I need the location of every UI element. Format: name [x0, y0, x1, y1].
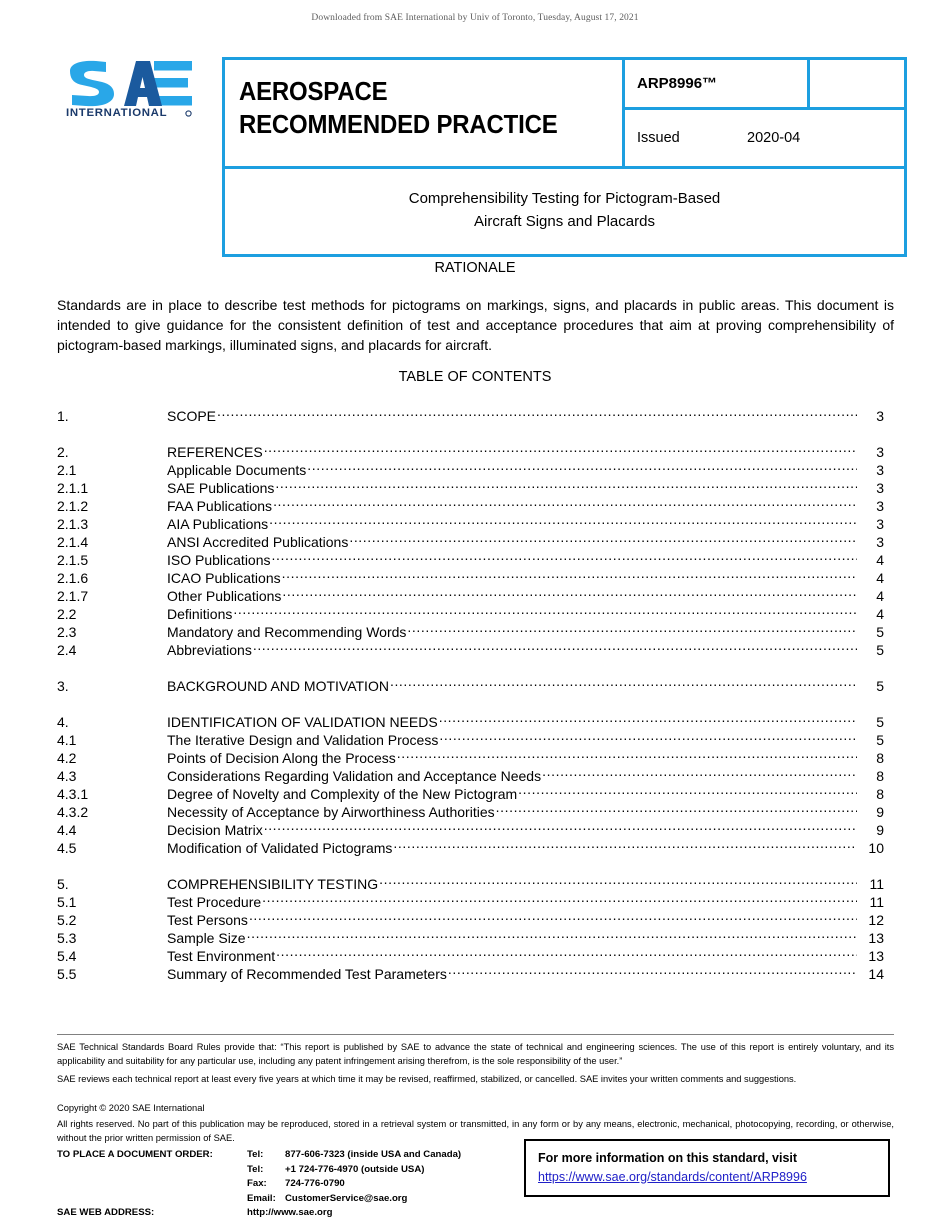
toc-leader-dots: [272, 547, 858, 565]
toc-entry-title: REFERENCES: [167, 444, 263, 460]
toc-entry-page: 3: [876, 534, 884, 550]
toc-entry-title: Test Persons: [167, 912, 248, 928]
toc-entry-number: 2.1.6: [57, 570, 89, 586]
toc-entry-number: 4.3.1: [57, 786, 89, 802]
toc-entry-title: ICAO Publications: [167, 570, 281, 586]
toc-entry-number: 2.1.4: [57, 534, 89, 550]
web-label: SAE WEB ADDRESS:: [57, 1207, 155, 1219]
rationale-body: Standards are in place to describe test methods for pictograms on markings, signs, and placards in public areas. This document is intended to give guidance for the consistent definition of test and acceptance procedures that aim at proving comprehensibility of pictogram-based markings, illuminated signs, and placards for aircraft.: [57, 297, 894, 353]
document-type-cell: [225, 60, 625, 166]
toc-entry-title: Test Environment: [167, 948, 276, 964]
svg-text:INTERNATIONAL: INTERNATIONAL: [66, 107, 168, 118]
document-title-cell: [225, 166, 904, 254]
toc-leader-dots: [496, 799, 857, 817]
toc-entry-page: 10: [868, 840, 884, 856]
toc-entry-page: 8: [876, 786, 884, 802]
toc-leader-dots: [393, 835, 857, 853]
fax-label: Fax:: [247, 1178, 267, 1190]
toc-entry-page: 13: [868, 930, 884, 946]
toc-leader-dots: [439, 709, 857, 727]
toc-entry-number: 4.5: [57, 840, 77, 856]
toc-entry-number: 2.1: [57, 462, 77, 478]
toc-entry-title: The Iterative Design and Validation Process: [167, 732, 439, 748]
toc-entry-page: 3: [876, 498, 884, 514]
document-number: ARP8996™: [625, 60, 810, 107]
toc-entry-title: Summary of Recommended Test Parameters: [167, 966, 447, 982]
document-header-table: [222, 57, 907, 257]
toc-leader-dots: [275, 475, 857, 493]
toc-entry-number: 4.3: [57, 768, 77, 784]
toc-entry-page: 5: [876, 732, 884, 748]
header-number-row: [625, 60, 904, 110]
toc-entry[interactable]: [57, 871, 884, 892]
toc-entry-title: Decision Matrix: [167, 822, 263, 838]
tel-outside-value: +1 724-776-4970 (outside USA): [285, 1163, 425, 1175]
document-type-line2: RECOMMENDED PRACTICE: [239, 111, 558, 140]
toc-entry-title: Points of Decision Along the Process: [167, 750, 396, 766]
toc-entry-title: Applicable Documents: [167, 462, 307, 478]
order-row-web: [57, 1206, 461, 1221]
toc-entry-page: 3: [876, 444, 884, 460]
toc-leader-dots: [397, 745, 857, 763]
toc-leader-dots: [262, 889, 857, 907]
toc-leader-dots: [282, 583, 857, 601]
toc-entry-title: ISO Publications: [167, 552, 271, 568]
email-value[interactable]: CustomerService@sae.org: [285, 1192, 408, 1204]
toc-entry-page: 5: [876, 678, 884, 694]
toc-entry-page: 4: [876, 606, 884, 622]
toc-entry-number: 5.2: [57, 912, 77, 928]
header-top-row: [225, 60, 904, 166]
toc-heading: TABLE OF CONTENTS: [398, 369, 552, 385]
toc-entry-title: Mandatory and Recommending Words: [167, 624, 407, 640]
toc-entry-number: 2.4: [57, 642, 77, 658]
toc-entry-page: 13: [868, 948, 884, 964]
toc-entry[interactable]: [57, 673, 884, 694]
toc-entry-number: 5.4: [57, 948, 77, 964]
email-label: Email:: [247, 1192, 276, 1204]
fax-value: 724-776-0790: [285, 1178, 345, 1190]
header-right-column: [625, 60, 904, 166]
toc-entry-title: FAA Publications: [167, 498, 273, 514]
toc-entry-page: 5: [876, 714, 884, 730]
copyright-notice: Copyright © 2020 SAE International: [57, 1103, 205, 1113]
footer-paragraph-2: SAE reviews each technical report at least every five years at which time it may be revised, reaffirmed, stabilized, or cancelled. SAE invites your written comments and suggestions.: [57, 1074, 797, 1084]
toc-leader-dots: [518, 781, 857, 799]
toc-entry-page: 4: [876, 552, 884, 568]
toc-entry-page: 3: [876, 516, 884, 532]
toc-entry-page: 9: [876, 804, 884, 820]
toc-entry-title: Modification of Validated Pictograms: [167, 840, 393, 856]
sae-logo: [62, 58, 194, 118]
download-banner: Downloaded from SAE International by Univ of Toronto, Tuesday, August 17, 2021: [311, 13, 639, 23]
toc-entry-title: Considerations Regarding Validation and Acceptance Needs: [167, 768, 542, 784]
toc-entry-title: Necessity of Acceptance by Airworthiness Authorities: [167, 804, 495, 820]
tel-label-1: Tel:: [247, 1149, 264, 1160]
toc-entry-page: 11: [869, 894, 884, 910]
toc-entry-number: 4.: [57, 714, 69, 730]
header-blank-cell: [810, 60, 904, 107]
toc-leader-dots: [253, 637, 857, 655]
toc-entry-page: 12: [868, 912, 884, 928]
toc-entry-title: AIA Publications: [167, 516, 269, 532]
tel-inside-value: 877-606-7323 (inside USA and Canada): [285, 1149, 462, 1160]
toc-leader-dots: [247, 925, 857, 943]
order-label-spacer-1: [57, 1163, 247, 1178]
toc-entry-number: 2.3: [57, 624, 77, 640]
order-row-tel-outside: [57, 1163, 461, 1178]
table-of-contents: [57, 403, 884, 982]
toc-entry-page: 8: [876, 750, 884, 766]
toc-leader-dots: [264, 817, 857, 835]
toc-entry-number: 3.: [57, 678, 69, 694]
toc-entry-page: 11: [869, 876, 884, 892]
toc-leader-dots: [273, 493, 857, 511]
document-type-line1: AEROSPACE: [239, 78, 388, 106]
toc-entry-number: 2.1.7: [57, 588, 89, 604]
footer-paragraph-1: SAE Technical Standards Board Rules provide that: “This report is published by SAE to advance the state of technical and engineering sciences. The use of this report is entirely voluntary, and its applicability and suitability for any particular use, including any patent infringement arising therefrom, is the sole responsibility of the user.”: [57, 1042, 894, 1066]
header-issued-row: [625, 110, 904, 166]
toc-entry-title: Other Publications: [167, 588, 282, 604]
toc-entry-number: 4.2: [57, 750, 77, 766]
toc-entry[interactable]: [57, 403, 884, 424]
toc-entry-number: 2.1.2: [57, 498, 89, 514]
toc-entry[interactable]: [57, 439, 884, 460]
order-label-spacer-3: [57, 1192, 247, 1207]
toc-leader-dots: [249, 907, 857, 925]
toc-entry-title: BACKGROUND AND MOTIVATION: [167, 678, 389, 694]
order-row-tel-inside: [57, 1148, 461, 1163]
toc-entry-title: SAE Publications: [167, 480, 275, 496]
toc-entry-page: 5: [876, 624, 884, 640]
toc-entry-number: 4.4: [57, 822, 77, 838]
order-row-email: [57, 1192, 461, 1207]
toc-entry-page: 5: [876, 642, 884, 658]
toc-leader-dots: [407, 619, 857, 637]
toc-leader-dots: [448, 961, 857, 979]
toc-entry-title: Abbreviations: [167, 642, 252, 658]
toc-leader-dots: [282, 565, 857, 583]
standard-url-link[interactable]: https://www.sae.org/standards/content/ARP8996: [538, 1169, 807, 1184]
order-label-spacer-2: [57, 1177, 247, 1192]
toc-entry-title: COMPREHENSIBILITY TESTING: [167, 876, 379, 892]
toc-entry-title: Definitions: [167, 606, 233, 622]
toc-entry-number: 1.: [57, 408, 69, 424]
more-information-box: [524, 1139, 890, 1197]
toc-entry-page: 9: [876, 822, 884, 838]
tel-label-2: Tel:: [247, 1163, 264, 1175]
toc-leader-dots: [542, 763, 857, 781]
toc-entry-page: 4: [876, 588, 884, 604]
footer-divider: [57, 1034, 894, 1035]
issued-date: 2020-04: [747, 130, 801, 146]
toc-leader-dots: [439, 727, 857, 745]
rights-notice: All rights reserved. No part of this publication may be reproduced, stored in a retrieval system or transmitted, in any form or by any means, electronic, mechanical, photocopying, recording, or otherwise, without the prior written permission of SAE.: [57, 1119, 894, 1143]
toc-leader-dots: [390, 673, 857, 691]
toc-entry-page: 3: [876, 408, 884, 424]
toc-leader-dots: [233, 601, 857, 619]
toc-entry-number: 2.1.3: [57, 516, 89, 532]
toc-entry-page: 3: [876, 462, 884, 478]
toc-entry-title: ANSI Accredited Publications: [167, 534, 349, 550]
toc-entry-number: 5.5: [57, 966, 77, 982]
document-title-line1: Comprehensibility Testing for Pictogram-Based: [408, 190, 721, 207]
toc-leader-dots: [349, 529, 857, 547]
rationale-heading: RATIONALE: [434, 260, 516, 276]
toc-entry-number: 2.2: [57, 606, 77, 622]
toc-leader-dots: [276, 943, 857, 961]
toc-leader-dots: [379, 871, 857, 889]
toc-entry-number: 4.1: [57, 732, 77, 748]
toc-entry-page: 4: [876, 570, 884, 586]
toc-entry-title: Degree of Novelty and Complexity of the New Pictogram: [167, 786, 518, 802]
toc-entry[interactable]: [57, 709, 884, 730]
toc-entry-number: 5.1: [57, 894, 77, 910]
toc-entry-title: SCOPE: [167, 408, 217, 424]
document-title-line2: Aircraft Signs and Placards: [474, 212, 655, 230]
toc-entry-number: 2.1.5: [57, 552, 89, 568]
more-information-heading: For more information on this standard, visit: [538, 1151, 798, 1165]
order-row-fax: [57, 1177, 461, 1192]
order-label: TO PLACE A DOCUMENT ORDER:: [57, 1149, 213, 1160]
toc-entry-number: 4.3.2: [57, 804, 89, 820]
issued-label: Issued: [637, 130, 680, 146]
toc-entry-title: Sample Size: [167, 930, 246, 946]
toc-leader-dots: [217, 403, 857, 421]
toc-entry-title: IDENTIFICATION OF VALIDATION NEEDS: [167, 714, 438, 730]
toc-entry-number: 5.3: [57, 930, 77, 946]
sae-logo-icon: [62, 58, 194, 118]
toc-entry-number: 2.: [57, 444, 69, 460]
toc-entry-number: 5.: [57, 876, 69, 892]
toc-leader-dots: [269, 511, 857, 529]
toc-entry-title: Test Procedure: [167, 894, 262, 910]
toc-entry-number: 2.1.1: [57, 480, 89, 496]
web-value[interactable]: http://www.sae.org: [247, 1207, 333, 1219]
order-info-block: [57, 1148, 461, 1221]
toc-leader-dots: [307, 457, 857, 475]
toc-entry-page: 3: [876, 480, 884, 496]
toc-leader-dots: [264, 439, 857, 457]
toc-entry-page: 8: [876, 768, 884, 784]
toc-entry-page: 14: [868, 966, 884, 982]
